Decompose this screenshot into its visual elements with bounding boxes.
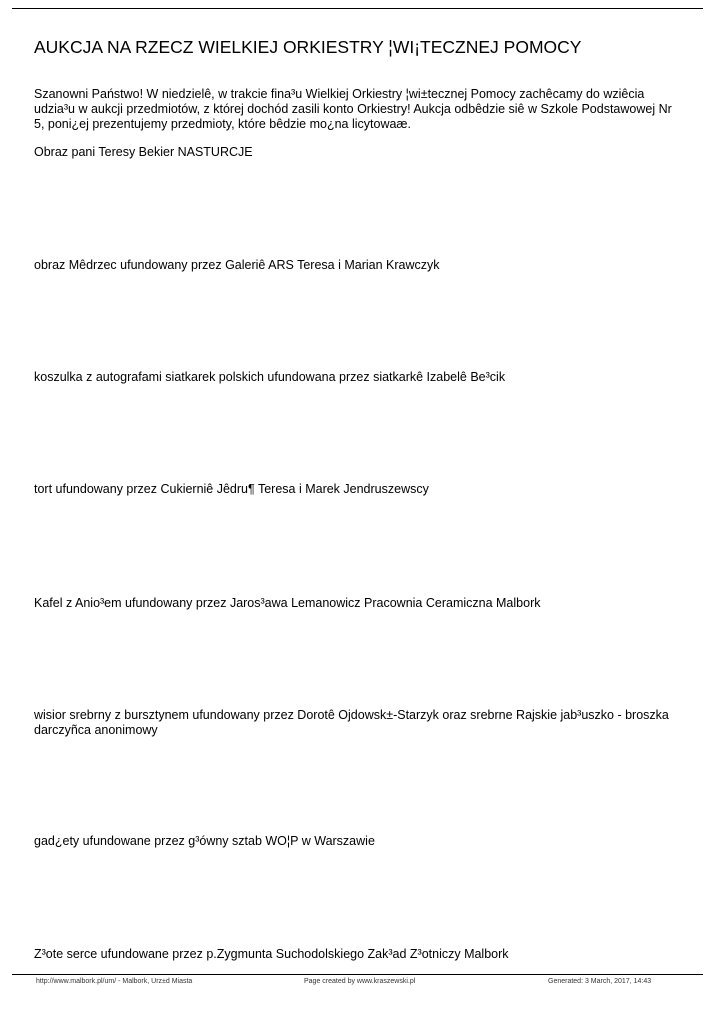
auction-item-5: Kafel z Anio³em ufundowany przez Jaros³awa Lemanowicz Pracownia Ceramiczna Malbork xyxy=(34,596,541,610)
page-title: AUKCJA NA RZECZ WIELKIEJ ORKIESTRY ¦WI¡TECZNEJ POMOCY xyxy=(34,37,582,57)
auction-item-6: wisior srebrny z bursztynem ufundowany przez Dorotê Ojdowsk±-Starzyk oraz srebrne Rajskie jab³uszko - broszka darczyñca anonimowy xyxy=(34,708,669,737)
footer-generated-date: Generated: 3 March, 2017, 14:43 xyxy=(548,978,652,985)
auction-item-3: koszulka z autografami siatkarek polskich ufundowana przez siatkarkê Izabelê Be³cik xyxy=(34,370,506,384)
auction-item-7: gad¿ety ufundowane przez g³ówny sztab WO¦P w Warszawie xyxy=(34,834,375,848)
intro-paragraph: Szanowni Państwo! W niedzielê, w trakcie fina³u Wielkiej Orkiestry ¦wi±tecznej Pomocy zachêcamy do wziêcia udzia³u w aukcji przedmiotów, z której dochód zasili konto Orkiestry! Aukcja odbêdzie siê w Szkole Podstawowej Nr 5, poni¿ej prezentujemy przedmioty, które bêdzie mo¿na licytowaæ. xyxy=(34,87,672,131)
auction-item-1: Obraz pani Teresy Bekier NASTURCJE xyxy=(34,145,253,159)
top-divider xyxy=(12,8,703,9)
footer-divider xyxy=(12,974,703,975)
auction-item-2: obraz Mêdrzec ufundowany przez Galeriê ARS Teresa i Marian Krawczyk xyxy=(34,258,440,272)
auction-item-8: Z³ote serce ufundowane przez p.Zygmunta Suchodolskiego Zak³ad Z³otniczy Malbork xyxy=(34,947,509,961)
footer-credit: Page created by www.kraszewski.pl xyxy=(304,978,416,985)
auction-item-4: tort ufundowany przez Cukierniê Jêdru¶ Teresa i Marek Jendruszewscy xyxy=(34,482,429,496)
footer-source-link[interactable]: http://www.malbork.pl/um/ - Malbork, Urz±d Miasta xyxy=(36,978,193,985)
